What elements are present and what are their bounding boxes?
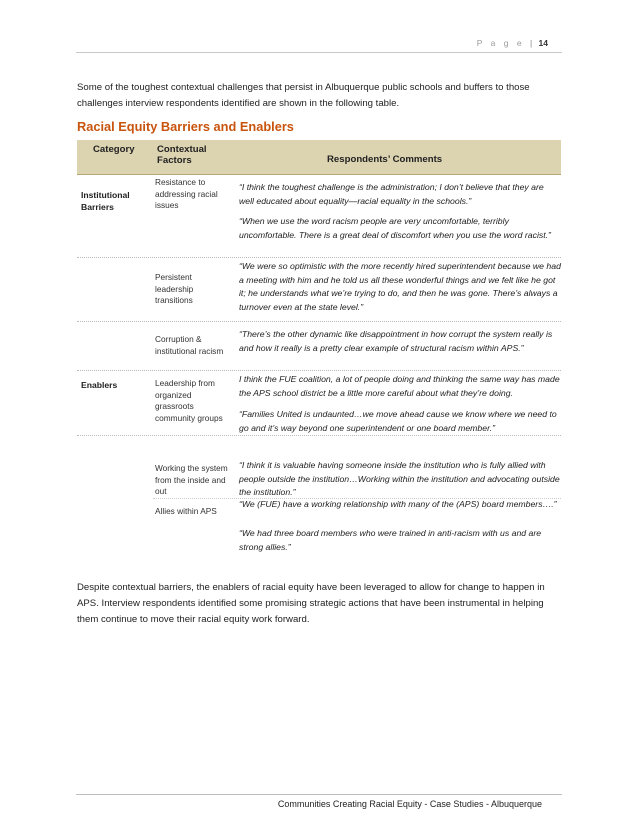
page-separator: | [529,38,534,48]
row-comment: “We (FUE) have a working relationship with many of the (APS) board members….” [239,499,557,509]
row-comment: “There’s the other dynamic like disappointment in how corrupt the system really is and how it really is a pretty clear example of structural racism within APS.” [239,329,553,353]
row-factor: Persistent leadership transitions [155,272,194,305]
header-category: Category [93,144,135,155]
page-word: P a g e [476,38,525,48]
row-comment: “I think it is valuable having someone inside the institution who is fully allied with people outside the institution…Working within the institution and advocating outside the institution.” [239,460,560,497]
table-header [77,140,561,175]
table-row [77,371,561,436]
table-row [77,322,561,371]
section-title: Racial Equity Barriers and Enablers [77,119,294,134]
row-comment: “I think the toughest challenge is the administration; I don’t believe that they are well educated about equality—racial equality in the schools.” [239,182,544,206]
page-number: 14 [538,38,548,48]
table-row [77,258,561,322]
row-comment: “We were so optimistic with the more recently hired superintendent because we had a meeting with him and he told us all these wonderful things and we felt like he got it; he understands what we’re trying to do, and then he was gone. There’s always a turnover even at the state level.” [239,261,561,312]
row-comment: “Families United is undaunted…we move ahead cause we know where we need to go and it’s way beyond one superintendent or one board member.” [239,409,557,433]
row-factor: Leadership from organized grassroots community groups [155,378,223,423]
row-factor: Allies within APS [155,506,217,516]
table-row [77,436,561,557]
page-number-label [477,38,548,48]
row-category: Enablers [81,380,118,390]
row-factor: Working the system from the inside and out [155,463,228,496]
intro-paragraph: Some of the toughest contextual challenges that persist in Albuquerque public schools and buffers to those challenges interview respondents identified are shown in the following table. [77,82,530,109]
row-factor: Corruption & institutional racism [155,334,224,356]
header-factors: Contextual Factors [157,144,207,166]
table-row [77,175,561,258]
closing-paragraph: Despite contextual barriers, the enablers of racial equity have been leveraged to allow for change to happen in APS. Interview respondents identified some promising strategic actions that have been instrumental in helping them continue to move their racial equity work forward. [77,582,545,625]
row-comment: I think the FUE coalition, a lot of people doing and thinking the same way has made the APS school district be a little more careful about what they’re doing. [239,374,560,398]
footer-text: Communities Creating Racial Equity - Case Studies - Albuquerque [277,799,542,809]
row-comment: “When we use the word racism people are very uncomfortable, terribly uncomfortable. There is a great deal of discomfort when you use the word racist.” [239,216,551,240]
row-factor: Resistance to addressing racial issues [155,177,218,210]
barriers-enablers-table [77,140,561,557]
row-category: Institutional Barriers [81,190,130,212]
header-rule [76,52,562,53]
header-comments: Respondents’ Comments [327,154,443,165]
footer-rule [76,794,562,795]
row-comment: “We had three board members who were trained in anti-racism with us and are strong allies.” [239,528,542,552]
